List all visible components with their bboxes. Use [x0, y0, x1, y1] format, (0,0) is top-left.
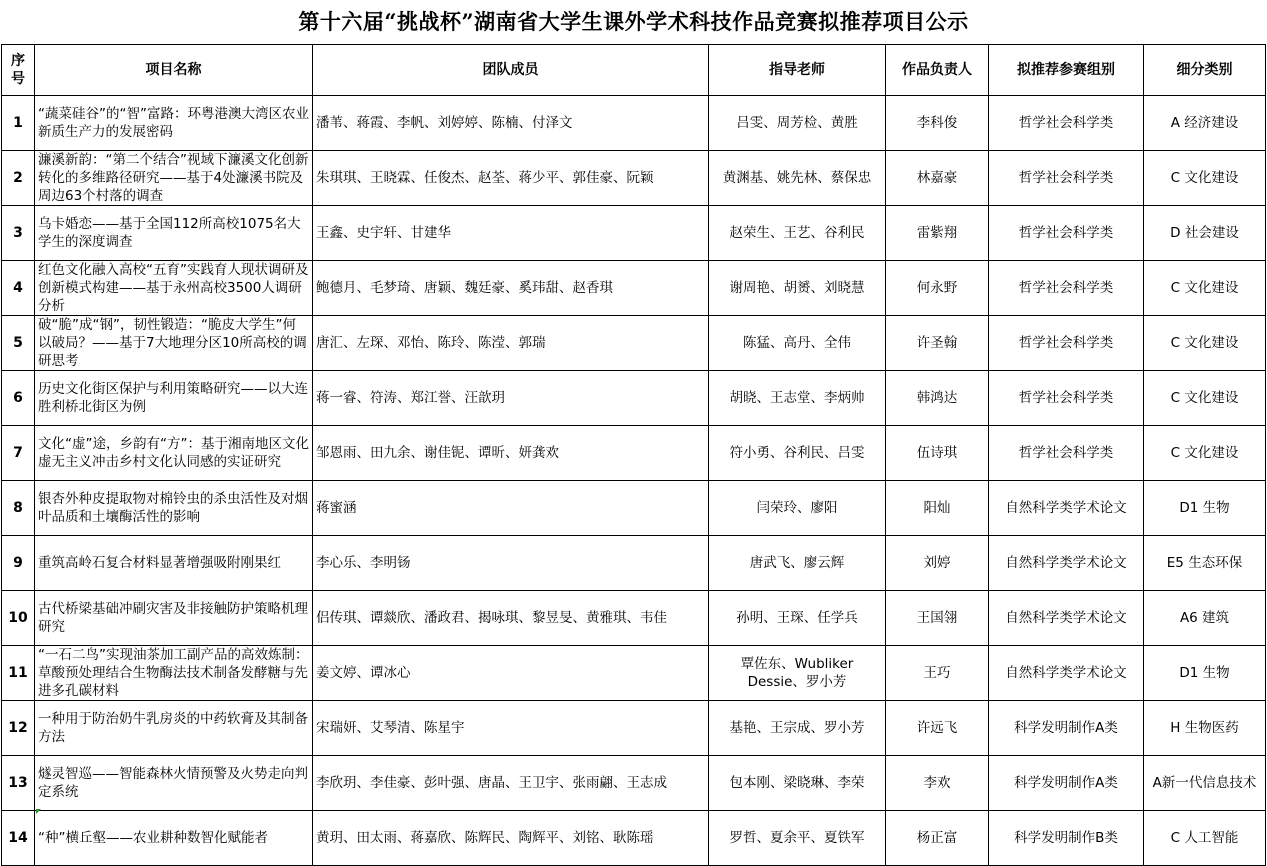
cell-team-members: 朱琪琪、王晓霖、任俊杰、赵荃、蒋少平、郭佳豪、阮颖 — [313, 151, 709, 206]
cell-category: A 经济建设 — [1144, 96, 1266, 151]
cell-category: A6 建筑 — [1144, 591, 1266, 646]
cell-category: C 文化建设 — [1144, 426, 1266, 481]
cell-serial: 13 — [2, 756, 35, 811]
cell-project-name: 乌卡婚恋——基于全国112所高校1075名大学生的深度调查 — [35, 206, 313, 261]
cell-team-members: 王鑫、史宇轩、甘建华 — [313, 206, 709, 261]
cell-group: 哲学社会科学类 — [989, 261, 1144, 316]
cell-category: D 社会建设 — [1144, 206, 1266, 261]
cell-leader: 王巧 — [886, 646, 989, 701]
cell-team-members: 邹恩雨、田九余、谢佳铌、谭昕、妍龚欢 — [313, 426, 709, 481]
cell-comment-marker — [36, 809, 41, 814]
cell-category: C 文化建设 — [1144, 371, 1266, 426]
cell-group: 自然科学类学术论文 — [989, 591, 1144, 646]
table-row — [2, 261, 1266, 316]
cell-serial: 2 — [2, 151, 35, 206]
cell-project-name: 银杏外种皮提取物对棉铃虫的杀虫活性及对烟叶品质和土壤酶活性的影响 — [35, 481, 313, 536]
column-header-name: 项目名称 — [35, 45, 313, 96]
cell-serial: 3 — [2, 206, 35, 261]
cell-serial: 7 — [2, 426, 35, 481]
cell-group: 哲学社会科学类 — [989, 426, 1144, 481]
cell-leader: 杨正富 — [886, 811, 989, 866]
cell-group: 自然科学类学术论文 — [989, 536, 1144, 591]
table-row — [2, 206, 1266, 261]
cell-group: 科学发明制作A类 — [989, 756, 1144, 811]
cell-serial: 4 — [2, 261, 35, 316]
cell-team-members: 鲍德月、毛梦琦、唐颖、魏廷豪、奚玮甜、赵香琪 — [313, 261, 709, 316]
cell-project-name: 红色文化融入高校“五育”实践育人现状调研及创新模式构建——基于永州高校3500人调研分析 — [35, 261, 313, 316]
table-row — [2, 756, 1266, 811]
cell-team-members: 姜文婷、谭冰心 — [313, 646, 709, 701]
table-body — [2, 96, 1266, 866]
column-header-no: 序号 — [2, 45, 35, 96]
cell-leader: 李科俊 — [886, 96, 989, 151]
cell-advisors: 赵荣生、王艺、谷利民 — [709, 206, 886, 261]
cell-group: 科学发明制作A类 — [989, 701, 1144, 756]
column-header-leader: 作品负责人 — [886, 45, 989, 96]
cell-team-members: 潘苇、蒋霞、李帆、刘婷婷、陈楠、付泽文 — [313, 96, 709, 151]
cell-leader: 韩鸿达 — [886, 371, 989, 426]
cell-team-members: 宋瑞妍、艾琴清、陈星宇 — [313, 701, 709, 756]
cell-category: C 文化建设 — [1144, 151, 1266, 206]
cell-project-name: 重筑高岭石复合材料显著增强吸附刚果红 — [35, 536, 313, 591]
cell-project-name: 一种用于防治奶牛乳房炎的中药软膏及其制备方法 — [35, 701, 313, 756]
cell-advisors: 符小勇、谷利民、吕雯 — [709, 426, 886, 481]
cell-serial: 1 — [2, 96, 35, 151]
cell-serial: 9 — [2, 536, 35, 591]
cell-team-members: 李欣玥、李佳豪、彭叶强、唐晶、王卫宇、张雨翩、王志成 — [313, 756, 709, 811]
page-title: 第十六届“挑战杯”湖南省大学生课外学术科技作品竞赛拟推荐项目公示 — [298, 9, 969, 34]
cell-group: 哲学社会科学类 — [989, 151, 1144, 206]
table-row — [2, 536, 1266, 591]
cell-advisors: 闫荣玲、廖阳 — [709, 481, 886, 536]
table-row — [2, 151, 1266, 206]
cell-team-members: 侣传琪、谭燚欣、潘政君、揭咏琪、黎昱旻、黄雅琪、韦佳 — [313, 591, 709, 646]
table-row — [2, 646, 1266, 701]
cell-project-name: 濂溪新韵：“第二个结合”视域下濂溪文化创新转化的多维路径研究——基于4处濂溪书院及周边63个村落的调查 — [35, 151, 313, 206]
cell-category: C 文化建设 — [1144, 261, 1266, 316]
cell-team-members: 唐汇、左琛、邓怡、陈玲、陈滢、郭瑞 — [313, 316, 709, 371]
cell-group: 哲学社会科学类 — [989, 206, 1144, 261]
cell-leader: 林嘉豪 — [886, 151, 989, 206]
project-table — [1, 44, 1266, 866]
header-row — [2, 45, 1266, 96]
cell-project-name: “蔬菜硅谷”的“智”富路：环粤港澳大湾区农业新质生产力的发展密码 — [35, 96, 313, 151]
table-row — [2, 481, 1266, 536]
cell-group: 自然科学类学术论文 — [989, 481, 1144, 536]
cell-team-members: 李心乐、李明钖 — [313, 536, 709, 591]
cell-category: C 文化建设 — [1144, 316, 1266, 371]
cell-advisors: 陈猛、高丹、全伟 — [709, 316, 886, 371]
cell-group: 自然科学类学术论文 — [989, 646, 1144, 701]
cell-serial: 14 — [2, 811, 35, 866]
cell-advisors: 唐武飞、廖云辉 — [709, 536, 886, 591]
table-row — [2, 591, 1266, 646]
cell-project-name: 古代桥梁基础冲刷灾害及非接触防护策略机理研究 — [35, 591, 313, 646]
cell-advisors: 基艳、王宗成、罗小芳 — [709, 701, 886, 756]
cell-project-name: “一石二鸟”实现油茶加工副产品的高效炼制：草酸预处理结合生物酶法技术制备发酵糖与先进多孔碳材料 — [35, 646, 313, 701]
table-row — [2, 701, 1266, 756]
table-row — [2, 316, 1266, 371]
table-row — [2, 96, 1266, 151]
cell-category: E5 生态环保 — [1144, 536, 1266, 591]
cell-group: 哲学社会科学类 — [989, 371, 1144, 426]
cell-project-name: 历史文化街区保护与利用策略研究——以大连胜利桥北街区为例 — [35, 371, 313, 426]
cell-serial: 5 — [2, 316, 35, 371]
table-row — [2, 426, 1266, 481]
cell-group: 科学发明制作B类 — [989, 811, 1144, 866]
cell-leader: 刘婷 — [886, 536, 989, 591]
cell-advisors: 罗哲、夏余平、夏铁军 — [709, 811, 886, 866]
cell-serial: 8 — [2, 481, 35, 536]
table-row — [2, 371, 1266, 426]
cell-team-members: 蒋蜜涵 — [313, 481, 709, 536]
cell-serial: 11 — [2, 646, 35, 701]
cell-leader: 何永野 — [886, 261, 989, 316]
cell-group: 哲学社会科学类 — [989, 96, 1144, 151]
cell-team-members: 黄玥、田太雨、蒋嘉欣、陈辉民、陶辉平、刘铭、耿陈瑶 — [313, 811, 709, 866]
cell-project-name: “种”横丘壑——农业耕种数智化赋能者 — [35, 811, 313, 866]
cell-advisors: 孙明、王琛、任学兵 — [709, 591, 886, 646]
cell-leader: 伍诗琪 — [886, 426, 989, 481]
cell-category: D1 生物 — [1144, 481, 1266, 536]
cell-leader: 阳灿 — [886, 481, 989, 536]
column-header-category: 细分类别 — [1144, 45, 1266, 96]
cell-category: A新一代信息技术 — [1144, 756, 1266, 811]
cell-advisors: 胡晓、王志堂、李炳帅 — [709, 371, 886, 426]
cell-project-name: 文化“虚”途，乡韵有“方”：基于湘南地区文化虚无主义冲击乡村文化认同感的实证研究 — [35, 426, 313, 481]
column-header-group: 拟推荐参赛组别 — [989, 45, 1144, 96]
cell-category: D1 生物 — [1144, 646, 1266, 701]
cell-serial: 6 — [2, 371, 35, 426]
cell-project-name: 燧灵智巡——智能森林火情预警及火势走向判定系统 — [35, 756, 313, 811]
cell-leader: 许远飞 — [886, 701, 989, 756]
column-header-advisor: 指导老师 — [709, 45, 886, 96]
cell-category: C 人工智能 — [1144, 811, 1266, 866]
cell-advisors: 包本刚、梁晓琳、李荣 — [709, 756, 886, 811]
cell-serial: 12 — [2, 701, 35, 756]
cell-category: H 生物医药 — [1144, 701, 1266, 756]
cell-serial: 10 — [2, 591, 35, 646]
table-row — [2, 811, 1266, 866]
column-header-team: 团队成员 — [313, 45, 709, 96]
cell-leader: 雷紫翔 — [886, 206, 989, 261]
cell-leader: 王国翎 — [886, 591, 989, 646]
cell-leader: 许圣翰 — [886, 316, 989, 371]
cell-advisors: 黄渊基、姚先林、蔡保忠 — [709, 151, 886, 206]
cell-leader: 李欢 — [886, 756, 989, 811]
cell-project-name: 破“脆”成“钢”，韧性锻造：“脆皮大学生”何以破局？——基于7大地理分区10所高校的调研思考 — [35, 316, 313, 371]
cell-advisors: 覃佐东、Wubliker Dessie、罗小芳 — [709, 646, 886, 701]
cell-team-members: 蒋一睿、符涛、郑江誉、汪歆玥 — [313, 371, 709, 426]
cell-group: 哲学社会科学类 — [989, 316, 1144, 371]
cell-advisors: 吕雯、周芳检、黄胜 — [709, 96, 886, 151]
cell-advisors: 谢周艳、胡赟、刘晓慧 — [709, 261, 886, 316]
